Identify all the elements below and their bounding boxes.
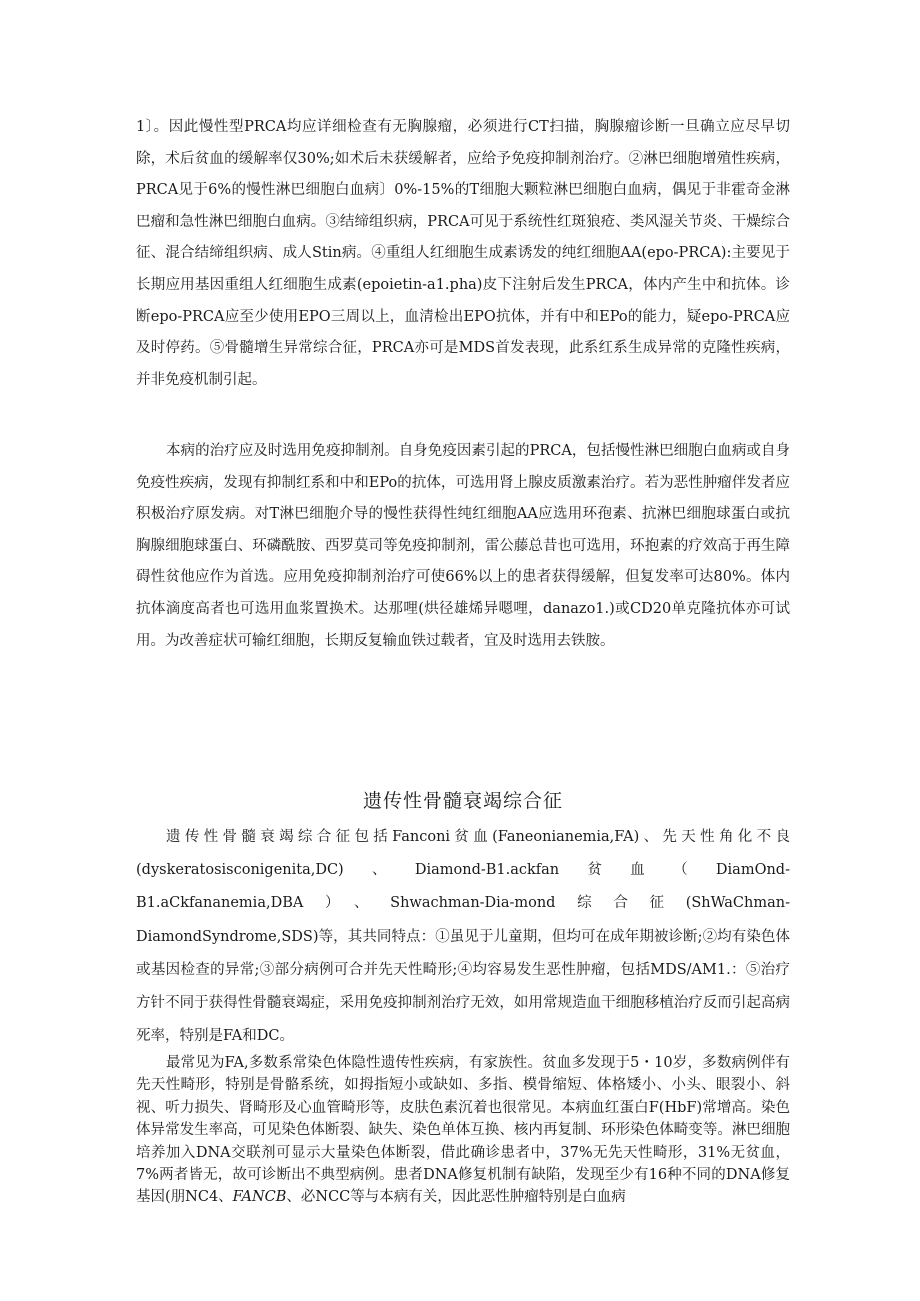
paragraph-fa-text-1: 最常见为FA,多数系常染色体隐性遗传性疾病，有家族性。贫血多发现于5・10岁，多数病例伴有先天性畸形，特别是骨骼系统，如拇指短小或缺如、多指、模骨缩短、体格矮小、小头、眼裂小、斜视、听力损失、肾畸形及心血管畸形等，皮肤色素沉着也很常见。本病血红蛋白F(HbF)常增高。染色体异常发生率高，可见染色体断裂、缺失、染色单体互换、核内再复制、环形染色体畸变等。淋巴细胞培养加入DNA交联剂可显示大量染色体断裂，借此确诊患者中，37%无先天性畸形，31%无贫血，7%两者皆无，故可诊断出不典型病例。患者DNA修复机制有缺陷，发现至少有16种不同的DNA修复基因(朋NC4、	[136, 1055, 790, 1206]
gene-name-fancb: FANCB	[232, 1189, 287, 1206]
paragraph-fa-text-2: 、必NCC等与本病有关，因此恶性肿瘤特别是白血病	[286, 1189, 626, 1206]
paragraph-prca-treatment: 本病的治疗应及时选用免疫抑制剂。自身免疫因素引起的PRCA，包括慢性淋巴细胞白血病或自身免疫性疾病，发现有抑制红系和中和EPo的抗体，可选用肾上腺皮质激素治疗。若为恶性肿瘤伴发者应积极治疗原发病。对T淋巴细胞介导的慢性获得性纯红细胞AA应选用环孢素、抗淋巴细胞球蛋白或抗胸腺细胞球蛋白、环磷酰胺、西罗莫司等免疫抑制剂，雷公藤总昔也可选用，环抱素的疗效高于再生障碍性贫他应作为首选。应用免疫抑制剂治疗可使66%以上的患者获得缓解，但复发率可达80%。体内抗体滴度高者也可选用血浆置换术。达那哩(烘径雄烯异嗯哩，danazo1.)或CD20单克隆抗体亦可试用。为改善症状可输红细胞，长期反复输血铁过载者，宜及时选用去铁胺。	[136, 443, 790, 649]
paragraph-prca-causes: 1〕。因此慢性型PRCA均应详细检查有无胸腺瘤，必须进行CT扫描，胸腺瘤诊断一旦确立应尽早切除，术后贫血的缓解率仅30%;如术后未获缓解者，应给予免疫抑制剂治疗。②淋巴细胞增殖性疾病，PRCA见于6%的慢性淋巴细胞白血病〕0%-15%的T细胞大颗粒淋巴细胞白血病，偶见于非霍奇金淋巴瘤和急性淋巴细胞白血病。③结缔组织病，PRCA可见于系统性红斑狼疮、类风湿关节炎、干燥综合征、混合结缔组织病、成人Stin病。④重组人红细胞生成素诱发的纯红细胞AA(epo-PRCA):主要见于长期应用基因重组人红细胞生成素(epoietin-a1.pha)皮下注射后发生PRCA，体内产生中和抗体。诊断epo-PRCA应至少使用EPO三周以上，血清检出EPO抗体，并有中和EPo的能力，疑epo-PRCA应及时停药。⑤骨髓增生异常综合征，PRCA亦可是MDS首发表现，此系红系生成异常的克隆性疾病，并非免疫机制引起。	[136, 119, 790, 388]
paragraph-inherited-bmf-overview: 遗传性骨髓衰竭综合征包括Fanconi贫血(Faneonianemia,FA)、先天性角化不良(dyskeratosisconigenita,DC)、Diamond-B1.ackfan贫血（DiamOnd-B1.aCkfananemia,DBA）、Shwachman-Dia-mond综合征(ShWaChman-DiamondSyndrome,SDS)等，其共同特点：①虽见于儿童期，但均可在成年期被诊断;②均有染色体或基因检查的异常;③部分病例可合并先天性畸形;④均容易发生恶性肿瘤，包括MDS/AM1.：⑤治疗方针不同于获得性骨髓衰竭症，采用免疫抑制剂治疗无效，如用常规造血干细胞移植治疗反而引起高病死率，特别是FA和DC。	[136, 829, 790, 1045]
paragraph-fanconi-anemia	[136, 1052, 790, 1209]
section-title: 遗传性骨髓衰竭综合征	[362, 790, 563, 812]
